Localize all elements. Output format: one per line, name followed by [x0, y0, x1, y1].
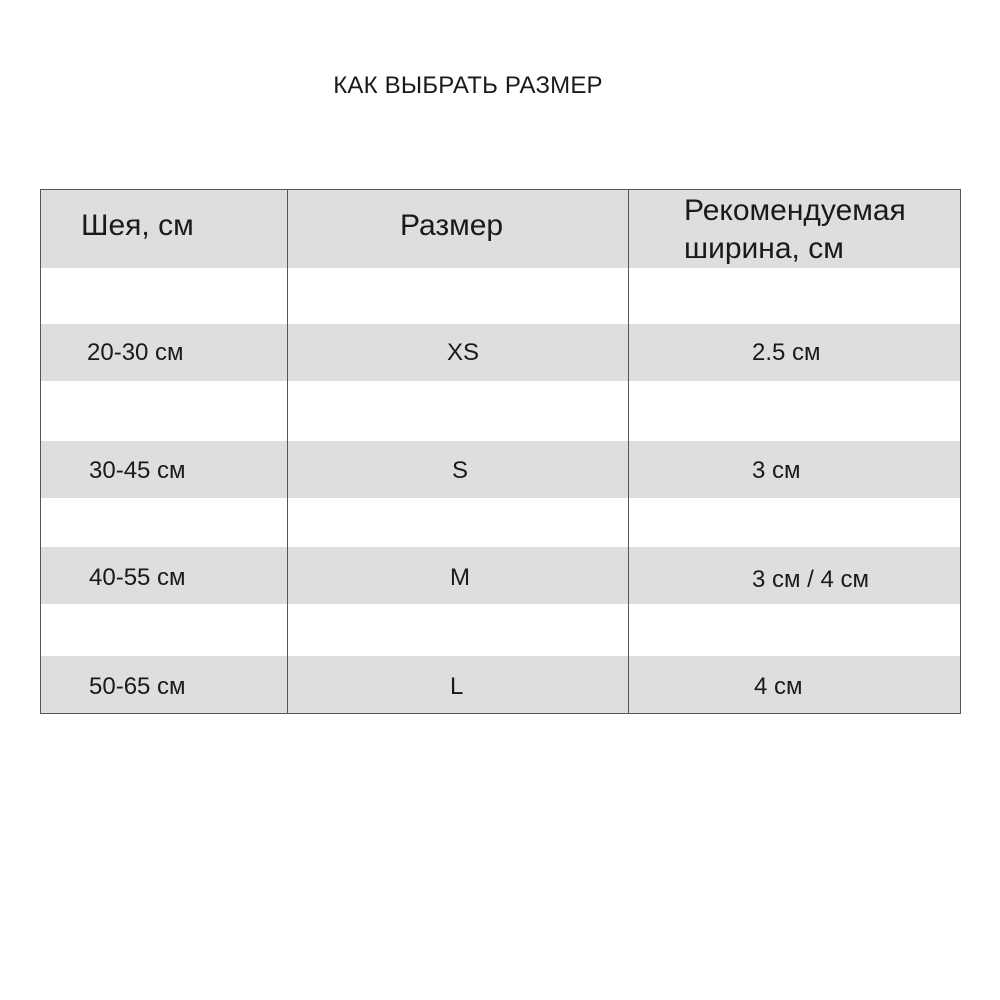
row-size: S [452, 457, 469, 484]
row-width: 3 см [752, 457, 801, 484]
header-width-line2: ширина, см [684, 232, 844, 265]
column-divider [287, 190, 288, 713]
header-neck: Шея, см [81, 209, 194, 242]
row-neck: 20-30 см [87, 339, 184, 366]
row-neck: 40-55 см [89, 564, 186, 591]
row-width: 4 см [754, 673, 803, 700]
header-width-line1: Рекомендуемая [684, 194, 906, 227]
row-width: 2.5 см [752, 339, 821, 366]
row-neck: 30-45 см [89, 457, 186, 484]
row-size: XS [447, 339, 480, 366]
column-divider [628, 190, 629, 713]
size-table [40, 189, 961, 714]
row-neck: 50-65 см [89, 673, 186, 700]
page-title: КАК ВЫБРАТЬ РАЗМЕР [333, 72, 603, 99]
row-size: L [450, 673, 464, 700]
header-size: Размер [400, 209, 504, 242]
row-size: M [450, 564, 470, 591]
row-width: 3 см / 4 см [752, 566, 870, 593]
